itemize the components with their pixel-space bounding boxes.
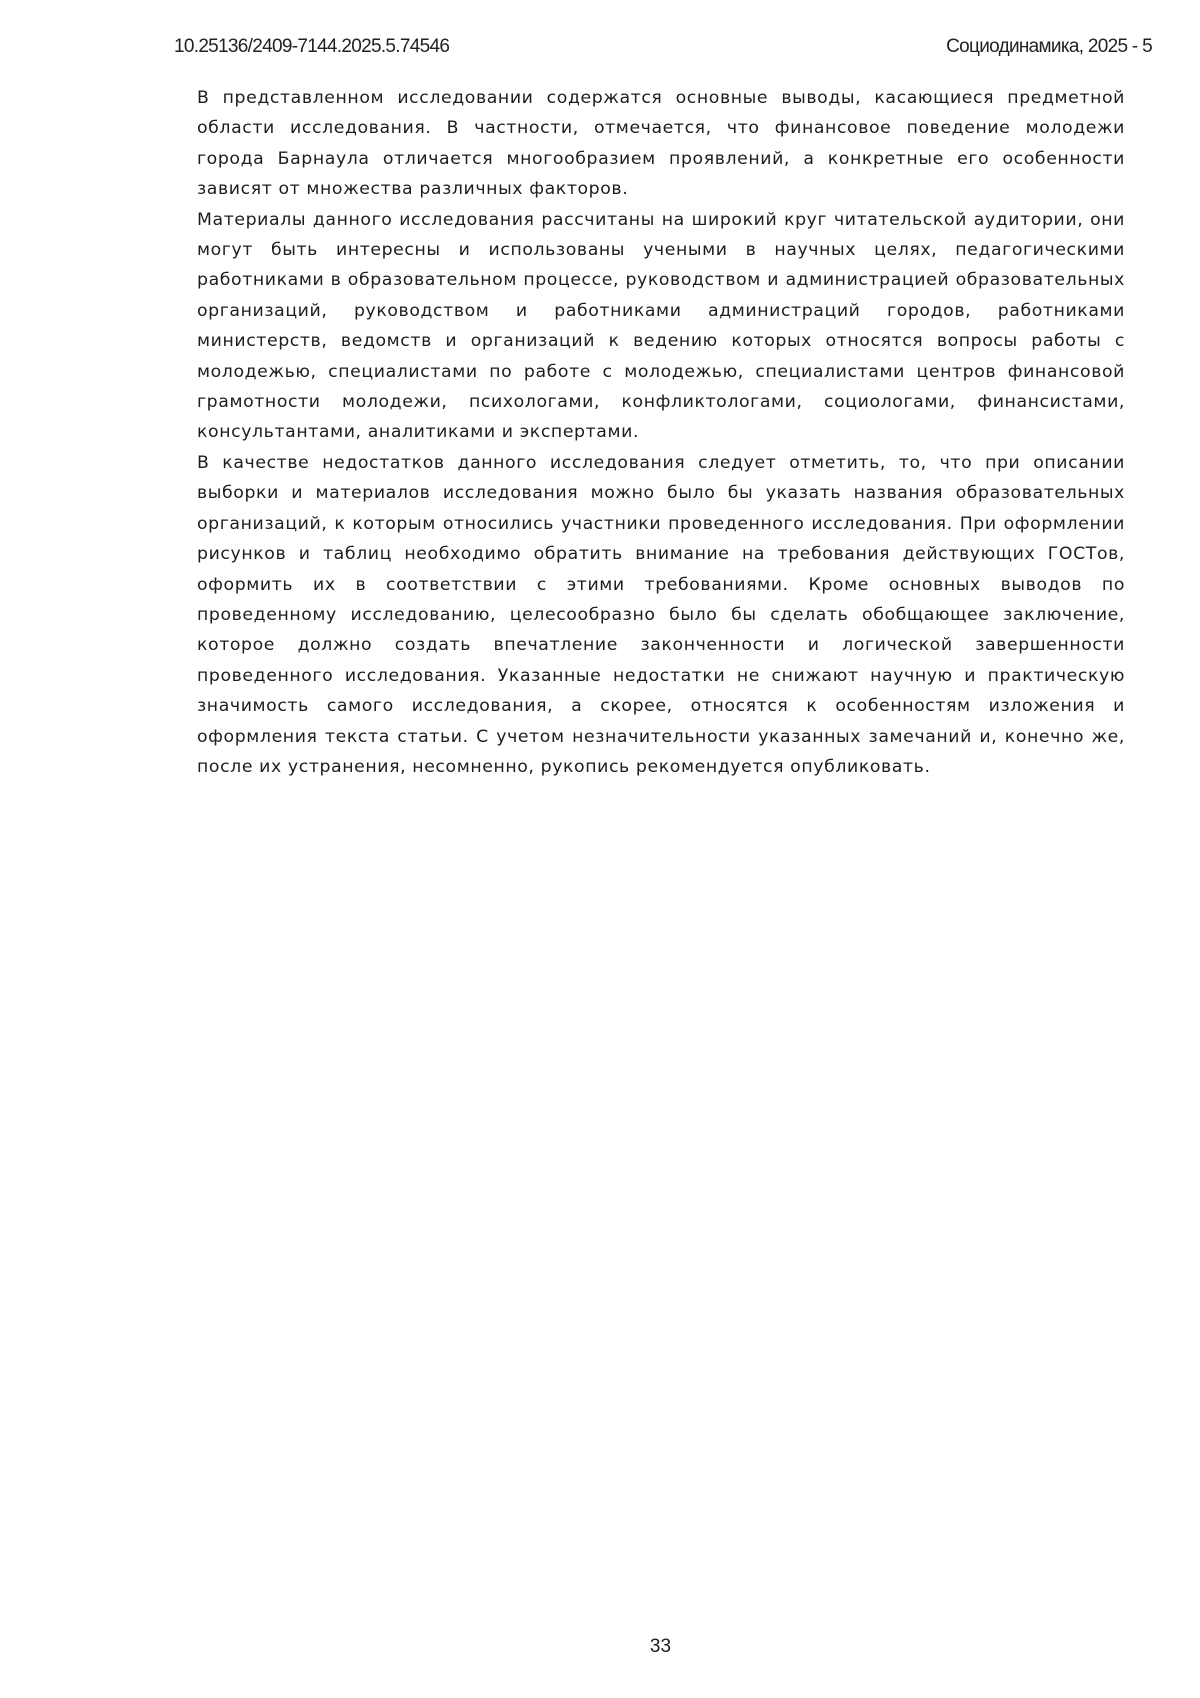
paragraph-audience: Материалы данного исследования рассчитаны на широкий круг читательской аудитории, они могут быть интересны и использованы учеными в научных целях, педагогическими работниками в образовательном процессе, руководством и администрацией образовательных организаций, руководством и работниками администраций городов, работниками министерств, ведомств и организаций к ведению которых относятся вопросы работы с молодежью, специалистами по работе с молодежью, специалистами центров финансовой грамотности молодежи, психологами, конфликтологами, социологами, финансистами, консультантами, аналитиками и экспертами. [197,209,1125,443]
page-number: 33 [649,1636,672,1657]
journal-issue-label: Социодинамика, 2025 - 5 [946,36,1152,57]
doi-label: 10.25136/2409-7144.2025.5.74546 [174,36,450,57]
paragraph-conclusions: В представленном исследовании содержатся основные выводы, касающиеся предметной области исследования. В частности, отмечается, что финансовое поведение молодежи города Барнаула отличается многообразием проявлений, а конкретные его особенности зависят от множества различных факторов. [197,88,1125,200]
paragraph-shortcomings: В качестве недостатков данного исследования следует отметить, то, что при описании выборки и материалов исследования можно было бы указать названия образовательных организаций, к которым относились участники проведенного исследования. При оформлении рисунков и таблиц необходимо обратить внимание на требования действующих ГОСТов, оформить их в соответствии с этими требованиями. Кроме основных выводов по проведенному исследованию, целесообразно было бы сделать обобщающее заключение, которое должно создать впечатление законченности и логической завершенности проведенного исследования. Указанные недостатки не снижают научную и практическую значимость самого исследования, а скорее, относятся к особенностям изложения и оформления текста статьи. С учетом незначительности указанных замечаний и, конечно же, после их устранения, несомненно, рукопись рекомендуется опубликовать. [197,452,1125,777]
article-body [197,83,1125,782]
running-header [174,36,1152,62]
